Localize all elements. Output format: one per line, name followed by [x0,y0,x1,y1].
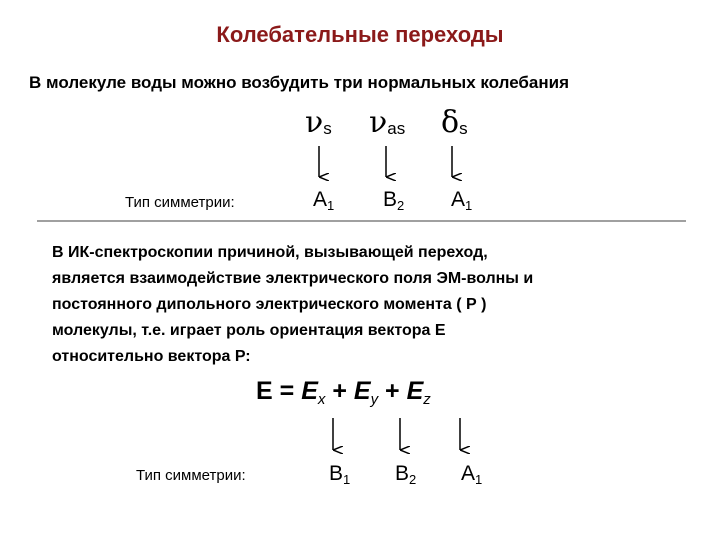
equation-lhs: E [256,377,273,405]
symmetry-subscript: 2 [409,472,417,487]
paragraph-line: постоянного дипольного электрического момента ( Р ) [52,296,487,313]
mode-subscript: s [323,119,332,138]
term-base: E [406,377,424,405]
symmetry-subscript: 1 [327,198,335,213]
symmetry-subscript: 1 [343,472,351,487]
symmetry-base: B [383,188,398,211]
equation-plus: + [332,377,347,405]
mode-subscript: as [387,119,406,138]
symmetry-base: B [329,462,344,485]
mode-symbol: δ [441,105,460,140]
term-subscript: y [370,391,379,408]
mode-symbol: ν [305,105,324,140]
term-base: E [353,377,371,405]
mode-symbol: ν [369,105,388,140]
symmetry-base: A [451,188,466,211]
symmetry-subscript: 1 [465,198,473,213]
slide-title: Колебательные переходы [216,22,504,47]
symmetry-label-modes: Тип симметрии: [125,194,235,211]
symmetry-subscript: 1 [475,472,483,487]
intro-text: В молекуле воды можно возбудить три нормальных колебания [29,73,570,92]
paragraph-line: является взаимодействие электрического поля ЭМ-волны и [52,270,534,287]
paragraph-line: молекулы, т.е. играет роль ориентация вектора Е [52,322,446,339]
symmetry-subscript: 2 [397,198,405,213]
mode-subscript: s [459,119,468,138]
term-base: E [301,377,318,405]
paragraph-line: относительно вектора Р: [52,348,251,365]
equation-equals: = [279,377,295,405]
symmetry-label-field: Тип симметрии: [136,467,246,484]
symmetry-base: B [395,462,410,485]
symmetry-base: A [313,188,328,211]
paragraph-line: В ИК-спектроскопии причиной, вызывающей переход, [52,244,488,261]
term-subscript: x [317,391,326,408]
symmetry-base: A [461,462,476,485]
term-subscript: z [423,391,431,408]
equation-plus: + [385,377,400,405]
